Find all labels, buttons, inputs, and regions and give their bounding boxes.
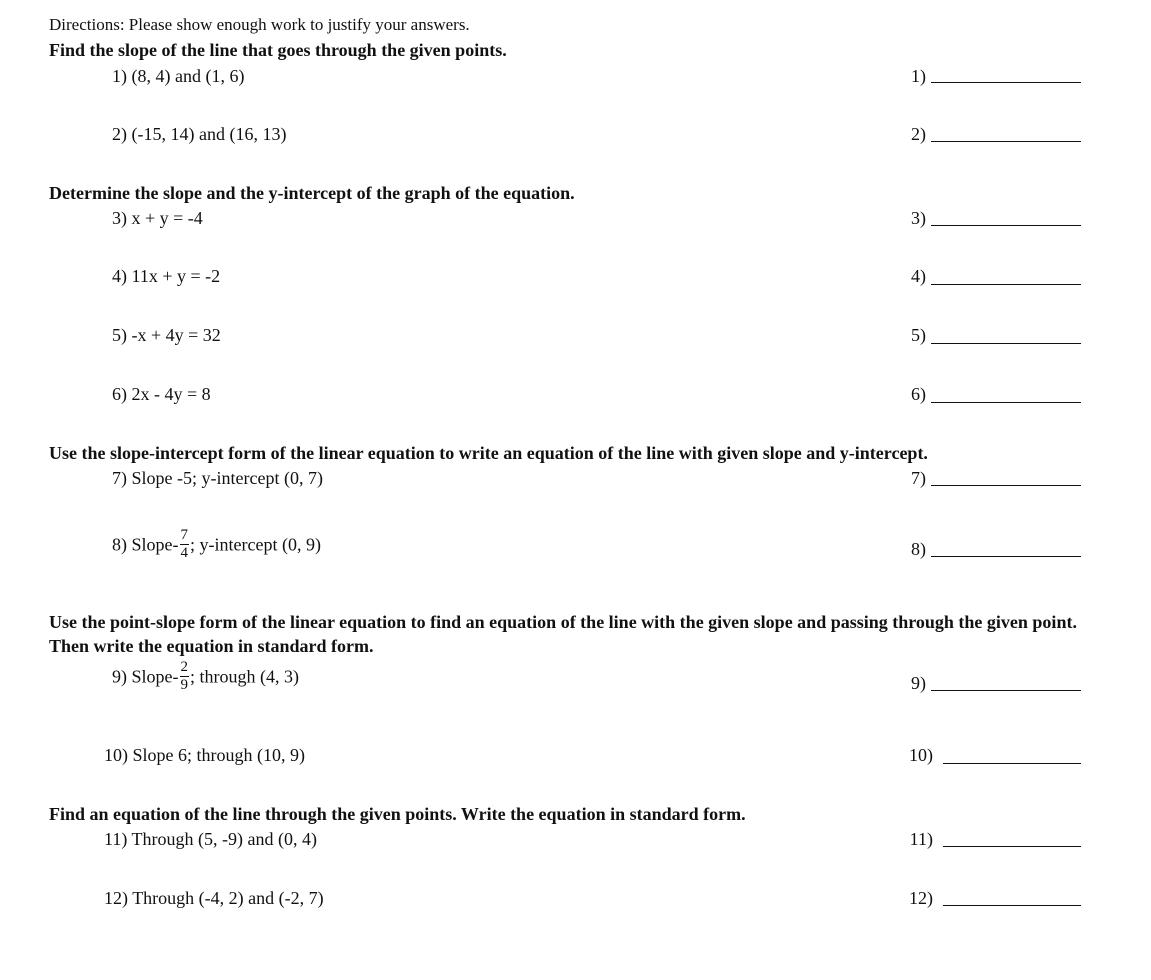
fraction-denominator: 9 <box>180 677 188 693</box>
answer-blank-3[interactable] <box>931 225 1081 226</box>
answer-blank-5[interactable] <box>931 343 1081 344</box>
problem-number: 5) <box>112 325 127 345</box>
fraction <box>180 660 190 693</box>
problem-number: 12) <box>104 888 128 908</box>
problem-4 <box>112 266 220 287</box>
problem-2 <box>112 124 286 145</box>
problem-3 <box>112 208 203 229</box>
answer-blank-9[interactable] <box>931 690 1081 691</box>
problem-text: 2x - 4y = 8 <box>131 384 211 404</box>
answer-label-10: 10) <box>909 745 933 765</box>
answer-blank-4[interactable] <box>931 284 1081 285</box>
answer-blank-8[interactable] <box>931 556 1081 557</box>
answer-label-6: 6) <box>911 384 926 404</box>
problem-number: 7) <box>112 468 127 488</box>
answer-label-5: 5) <box>911 325 926 345</box>
section-heading-two-points-standard: Find an equation of the line through the given points. Write the equation in standard form. <box>49 804 746 824</box>
answer-blank-10[interactable] <box>943 763 1081 764</box>
problem-prefix: Slope- <box>131 666 179 687</box>
problem-number: 1) <box>112 66 127 86</box>
answer-label-7: 7) <box>911 468 926 488</box>
problem-number: 8) <box>112 534 127 555</box>
answer-blank-12[interactable] <box>943 905 1081 906</box>
fraction-numerator: 7 <box>180 527 188 543</box>
problem-6 <box>112 384 211 405</box>
answer-blank-2[interactable] <box>931 141 1081 142</box>
problem-text: Through (-4, 2) and (-2, 7) <box>132 888 324 908</box>
answer-blank-6[interactable] <box>931 402 1081 403</box>
problem-number: 2) <box>112 124 127 144</box>
answer-label-12: 12) <box>909 888 933 908</box>
problem-text: x + y = -4 <box>131 208 203 228</box>
problem-7 <box>112 468 323 489</box>
problem-text: -x + 4y = 32 <box>131 325 221 345</box>
answer-blank-11[interactable] <box>943 846 1081 847</box>
answer-label-8: 8) <box>911 539 926 559</box>
directions-text: Directions: Please show enough work to justify your answers. <box>49 15 470 34</box>
problem-number: 11) <box>104 829 128 849</box>
problem-suffix: ; y-intercept (0, 9) <box>190 534 321 555</box>
answer-blank-7[interactable] <box>931 485 1081 486</box>
problem-suffix: ; through (4, 3) <box>190 666 299 687</box>
problem-number: 3) <box>112 208 127 228</box>
section-heading-slope-intercept: Determine the slope and the y-intercept of the graph of the equation. <box>49 183 575 203</box>
answer-label-3: 3) <box>911 208 926 228</box>
problem-number: 6) <box>112 384 127 404</box>
problem-5 <box>112 325 221 346</box>
problem-number: 10) <box>104 745 128 765</box>
problem-12 <box>104 888 324 909</box>
problem-1 <box>112 66 244 87</box>
section-heading-slope-intercept-form: Use the slope-intercept form of the linear equation to write an equation of the line with given slope and y-intercept. <box>49 443 928 463</box>
problem-text: (8, 4) and (1, 6) <box>131 66 245 86</box>
answer-label-2: 2) <box>911 124 926 144</box>
answer-label-4: 4) <box>911 266 926 286</box>
answer-blank-1[interactable] <box>931 82 1081 83</box>
problem-text: (-15, 14) and (16, 13) <box>131 124 287 144</box>
fraction-numerator: 2 <box>180 659 188 675</box>
section-heading-slope-points: Find the slope of the line that goes through the given points. <box>49 40 507 60</box>
problem-text: 11x + y = -2 <box>131 266 221 286</box>
problem-10 <box>104 745 305 766</box>
problem-9 <box>112 659 299 695</box>
problem-number: 4) <box>112 266 127 286</box>
section-heading-point-slope-form: Use the point-slope form of the linear equation to find an equation of the line with the given slope and passing through the given point. Then write the equation in standard form. <box>49 612 1077 656</box>
problem-11 <box>104 829 317 850</box>
problem-text: Slope 6; through (10, 9) <box>132 745 305 765</box>
answer-label-9: 9) <box>911 673 926 693</box>
problem-8 <box>112 527 321 563</box>
problem-text: Slope -5; y-intercept (0, 7) <box>131 468 323 488</box>
problem-prefix: Slope- <box>131 534 179 555</box>
answer-label-11: 11) <box>909 829 933 849</box>
fraction-denominator: 4 <box>180 545 188 561</box>
answer-label-1: 1) <box>911 66 926 86</box>
problem-text: Through (5, -9) and (0, 4) <box>131 829 317 849</box>
fraction <box>180 528 190 561</box>
problem-number: 9) <box>112 666 127 687</box>
